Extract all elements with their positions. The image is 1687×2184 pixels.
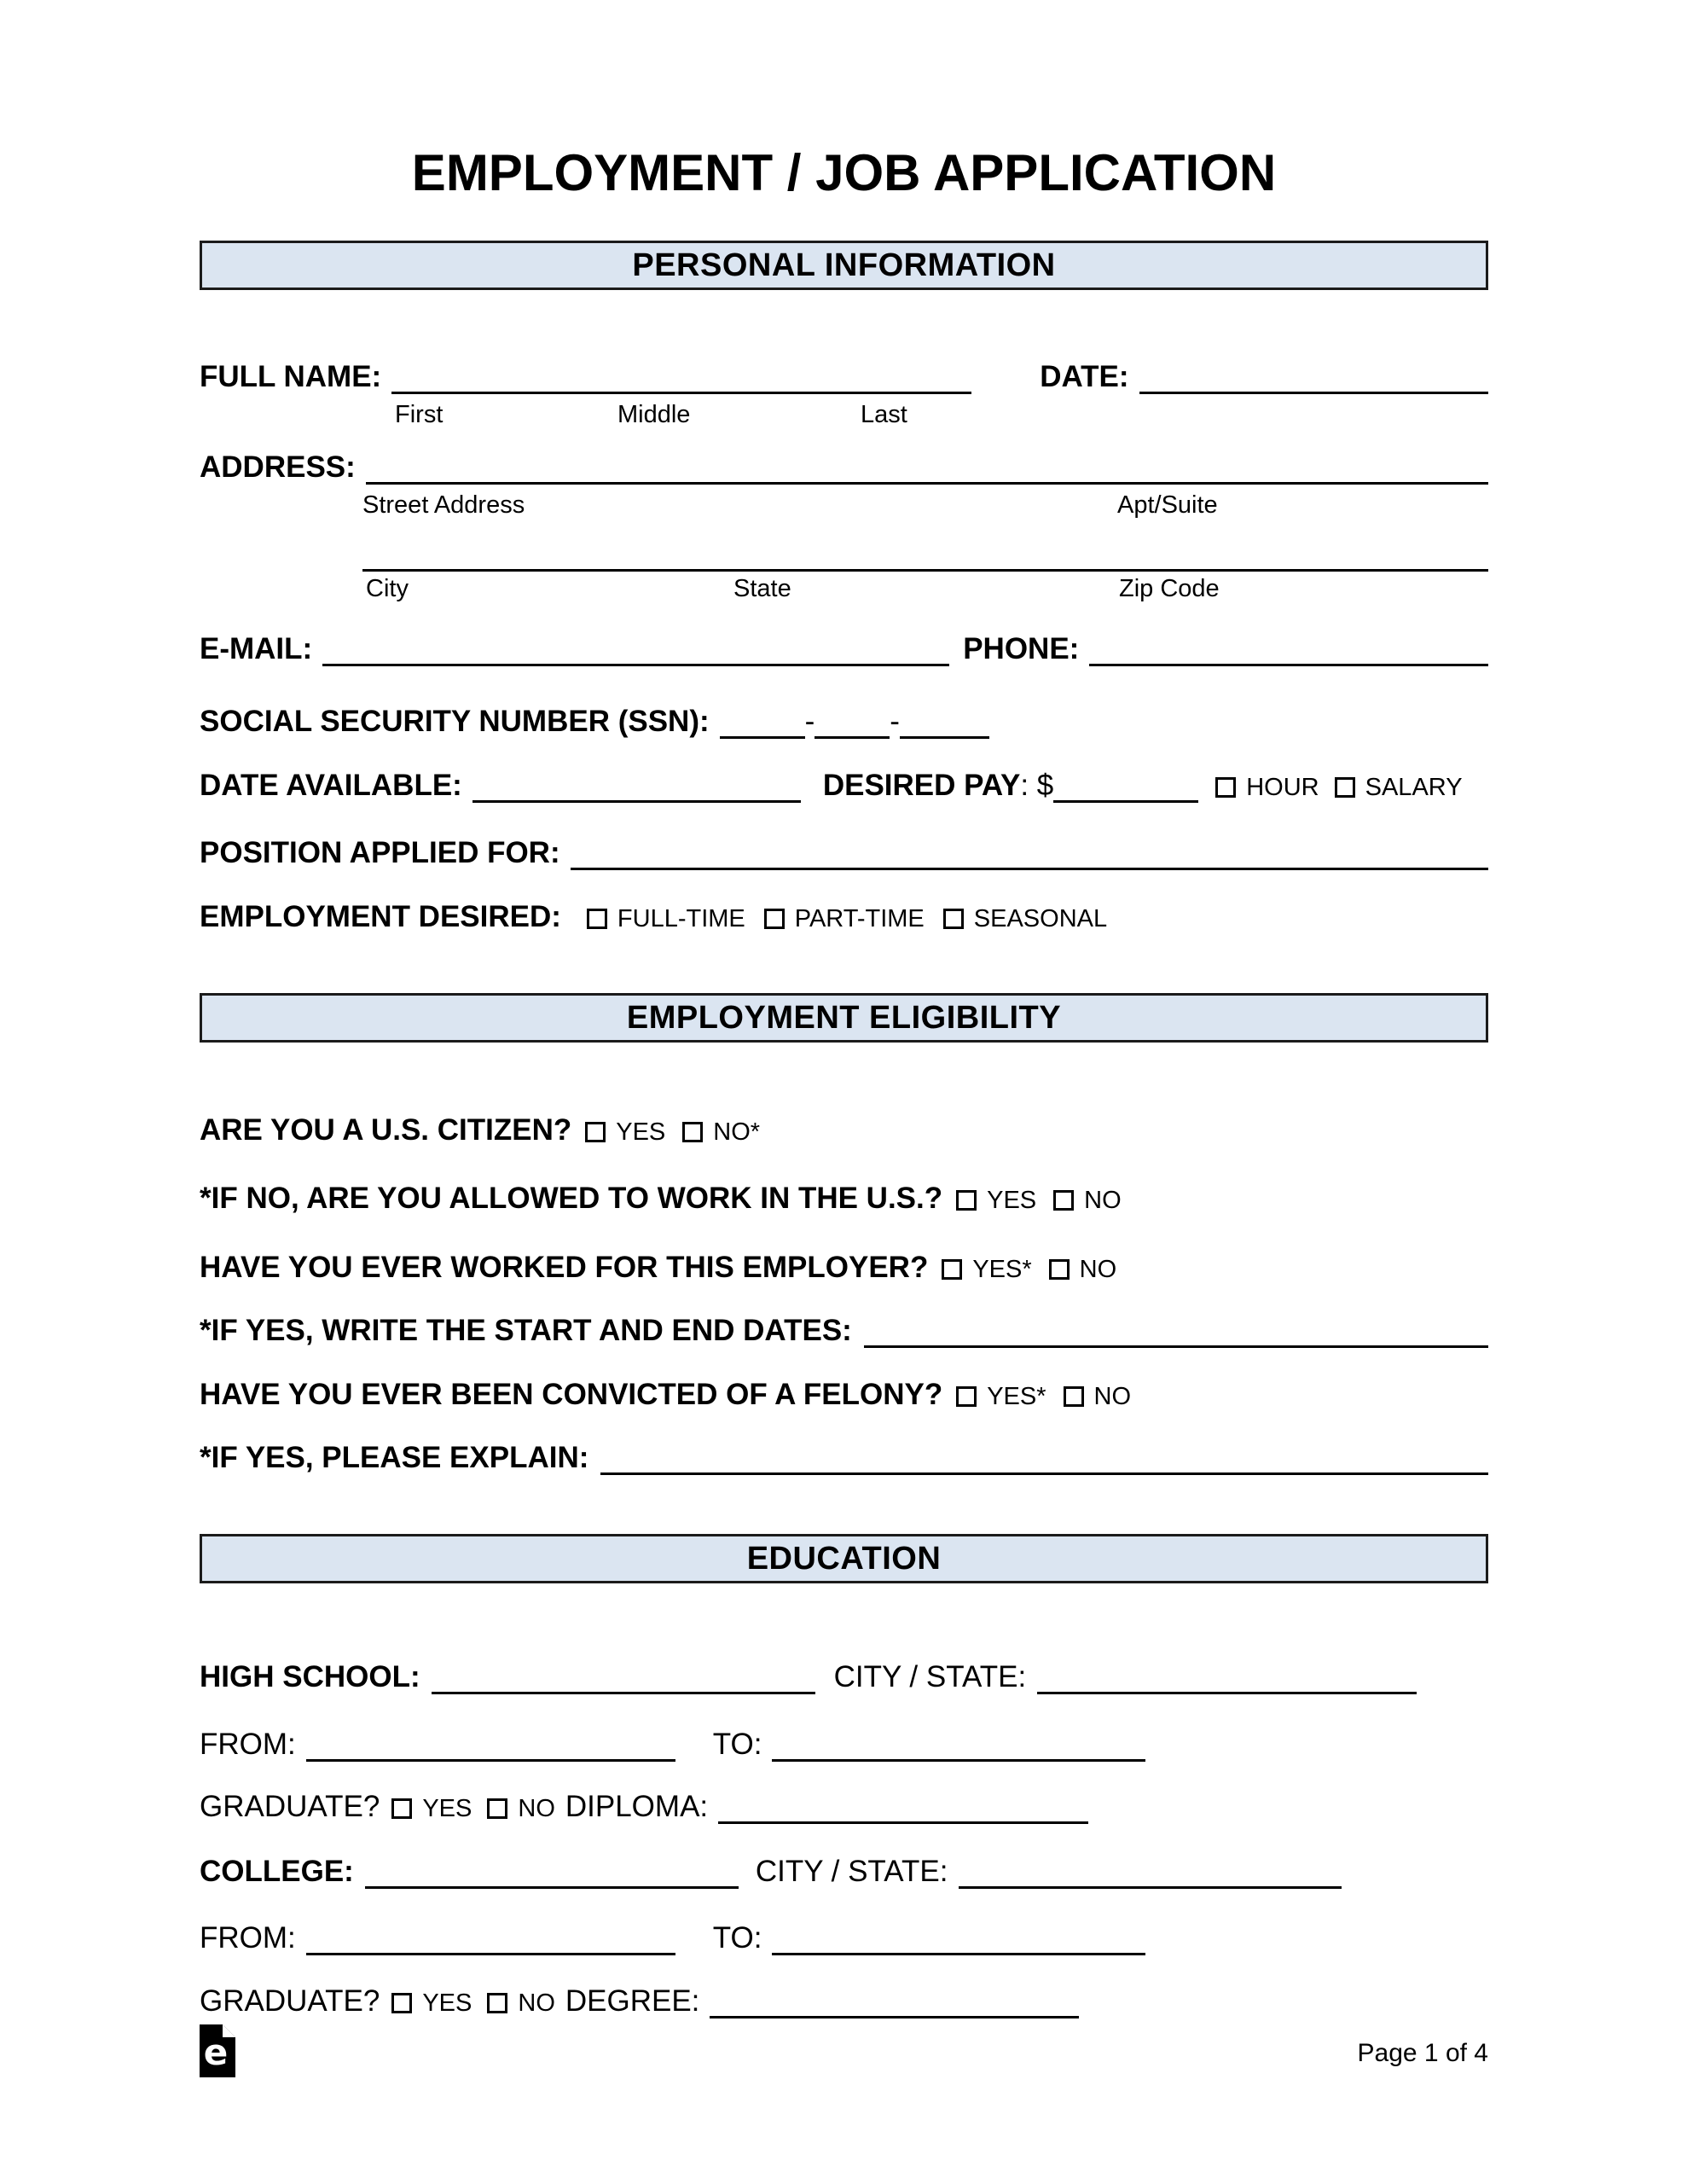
college-graduate-yes-label: YES	[422, 1989, 472, 2017]
ssn-separator-1: -	[804, 705, 815, 738]
row-ssn	[200, 703, 1488, 741]
row-address	[200, 449, 1488, 486]
first-sublabel: First	[395, 401, 443, 428]
hs-from-label: FROM:	[200, 1728, 296, 1761]
high-school-name-line[interactable]	[432, 1692, 815, 1694]
position-label: POSITION APPLIED FOR:	[200, 836, 560, 869]
college-graduate-label: GRADUATE?	[200, 1984, 380, 2018]
hs-from-line[interactable]	[306, 1759, 675, 1762]
email-line[interactable]	[322, 664, 949, 666]
ssn-line-2[interactable]	[815, 736, 890, 739]
felony-explain-line[interactable]	[600, 1472, 1488, 1475]
hour-checkbox[interactable]	[1215, 777, 1236, 798]
fulltime-checkbox[interactable]	[587, 909, 607, 929]
eforms-logo	[200, 2024, 235, 2077]
address-label: ADDRESS:	[200, 450, 356, 484]
hs-diploma-label: DIPLOMA:	[565, 1790, 709, 1823]
row-email-phone	[200, 630, 1488, 668]
city-sublabel: City	[366, 575, 409, 602]
desired-pay-suffix: : $	[1020, 769, 1054, 802]
hs-graduate-yes-checkbox[interactable]	[391, 1798, 412, 1819]
personal-information-header	[200, 241, 1488, 290]
row-citizen-question	[200, 1112, 1488, 1151]
hs-graduate-label: GRADUATE?	[200, 1790, 380, 1823]
zip-sublabel: Zip Code	[1119, 575, 1220, 602]
page-footer	[200, 2024, 1488, 2077]
felony-yes-checkbox[interactable]	[956, 1386, 977, 1407]
hs-to-line[interactable]	[772, 1759, 1145, 1762]
row-hs-from-to	[200, 1726, 1488, 1763]
college-degree-label: DEGREE:	[565, 1984, 700, 2018]
fulltime-option-label: FULL-TIME	[617, 905, 745, 932]
worked-yes-label: YES*	[972, 1256, 1032, 1283]
desired-pay-label: DESIRED PAY	[822, 769, 1021, 802]
felony-explain-label: *IF YES, PLEASE EXPLAIN:	[200, 1441, 589, 1474]
page-number-label: Page 1 of 4	[1357, 2039, 1488, 2067]
hs-city-state-line[interactable]	[1037, 1692, 1417, 1694]
college-from-label: FROM:	[200, 1921, 296, 1955]
ssn-line-3[interactable]	[900, 736, 989, 739]
employment-eligibility-header	[200, 993, 1488, 1043]
college-label: COLLEGE:	[200, 1855, 354, 1888]
email-label: E-MAIL:	[200, 632, 313, 665]
citizen-no-checkbox[interactable]	[682, 1122, 703, 1142]
college-name-line[interactable]	[365, 1886, 739, 1889]
high-school-label: HIGH SCHOOL:	[200, 1660, 420, 1693]
row-worked-question	[200, 1249, 1488, 1288]
college-city-state-label: CITY / STATE:	[755, 1855, 948, 1888]
row-date-available	[200, 767, 1488, 806]
college-graduate-no-label: NO	[518, 1989, 555, 2017]
citizen-no-label: NO*	[713, 1118, 761, 1146]
name-sublabels	[200, 399, 1488, 430]
full-name-line[interactable]	[391, 392, 971, 394]
felony-no-checkbox[interactable]	[1064, 1386, 1084, 1407]
seasonal-checkbox[interactable]	[943, 909, 964, 929]
last-sublabel: Last	[861, 401, 907, 428]
position-line[interactable]	[571, 868, 1488, 870]
parttime-checkbox[interactable]	[764, 909, 785, 929]
hs-graduate-no-label: NO	[518, 1795, 555, 1822]
citizen-question-label: ARE YOU A U.S. CITIZEN?	[200, 1113, 572, 1147]
education-header-label: EDUCATION	[746, 1540, 942, 1577]
ssn-separator-2: -	[890, 705, 900, 738]
row-college-graduate	[200, 1983, 1488, 2022]
row-full-name	[200, 358, 1488, 396]
row-employment-desired	[200, 898, 1488, 938]
row-felony-question	[200, 1376, 1488, 1415]
employment-desired-label: EMPLOYMENT DESIRED:	[200, 900, 561, 933]
college-to-line[interactable]	[772, 1953, 1145, 1955]
row-college	[200, 1853, 1488, 1891]
phone-line[interactable]	[1089, 664, 1488, 666]
seasonal-option-label: SEASONAL	[973, 905, 1108, 932]
personal-information-header-label: PERSONAL INFORMATION	[632, 247, 1056, 283]
allowed-question-label: *IF NO, ARE YOU ALLOWED TO WORK IN THE U.S.?	[200, 1182, 943, 1215]
felony-yes-label: YES*	[987, 1383, 1046, 1410]
apt-sublabel: Apt/Suite	[1117, 491, 1218, 519]
worked-no-checkbox[interactable]	[1049, 1259, 1070, 1280]
salary-checkbox[interactable]	[1335, 777, 1355, 798]
hs-graduate-yes-label: YES	[422, 1795, 472, 1822]
row-high-school	[200, 1658, 1488, 1696]
address-sublabels-2	[200, 573, 1488, 604]
hs-graduate-no-checkbox[interactable]	[487, 1798, 507, 1819]
full-name-label: FULL NAME:	[200, 360, 382, 393]
start-end-dates-line[interactable]	[864, 1345, 1488, 1348]
hour-option-label: HOUR	[1246, 774, 1319, 801]
row-start-end-dates	[200, 1312, 1488, 1350]
allowed-yes-checkbox[interactable]	[956, 1190, 977, 1211]
street-sublabel: Street Address	[362, 491, 525, 519]
row-college-from-to	[200, 1920, 1488, 1957]
college-graduate-yes-checkbox[interactable]	[391, 1993, 412, 2013]
row-address-2	[200, 537, 1488, 572]
row-felony-explain	[200, 1439, 1488, 1477]
felony-question-label: HAVE YOU EVER BEEN CONVICTED OF A FELONY?	[200, 1378, 943, 1411]
ssn-line-1[interactable]	[720, 736, 805, 739]
eforms-logo-letter: e	[203, 2031, 229, 2073]
citizen-yes-label: YES	[616, 1118, 666, 1146]
middle-sublabel: Middle	[617, 401, 691, 428]
row-hs-graduate	[200, 1788, 1488, 1827]
row-position	[200, 834, 1488, 872]
college-to-label: TO:	[712, 1921, 762, 1955]
hs-to-label: TO:	[712, 1728, 762, 1761]
hs-diploma-line[interactable]	[718, 1821, 1088, 1824]
education-header	[200, 1534, 1488, 1583]
college-graduate-no-checkbox[interactable]	[487, 1993, 507, 2013]
date-available-label: DATE AVAILABLE:	[200, 769, 462, 802]
college-city-state-line[interactable]	[959, 1886, 1342, 1889]
felony-no-label: NO	[1093, 1383, 1132, 1410]
address-line-2[interactable]	[362, 569, 1488, 572]
date-line[interactable]	[1139, 392, 1488, 394]
worked-yes-checkbox[interactable]	[942, 1259, 962, 1280]
allowed-no-label: NO	[1084, 1187, 1122, 1214]
desired-pay-line[interactable]	[1053, 800, 1198, 803]
college-degree-line[interactable]	[710, 2016, 1079, 2018]
start-end-dates-label: *IF YES, WRITE THE START AND END DATES:	[200, 1314, 852, 1347]
phone-label: PHONE:	[963, 632, 1080, 665]
date-label: DATE:	[1040, 360, 1129, 393]
allowed-yes-label: YES	[987, 1187, 1037, 1214]
address-sublabels-1	[200, 490, 1488, 520]
allowed-no-checkbox[interactable]	[1053, 1190, 1074, 1211]
salary-option-label: SALARY	[1365, 774, 1463, 801]
row-allowed-question	[200, 1180, 1488, 1219]
hs-city-state-label: CITY / STATE:	[833, 1660, 1027, 1693]
ssn-label: SOCIAL SECURITY NUMBER (SSN):	[200, 705, 710, 738]
parttime-option-label: PART-TIME	[794, 905, 925, 932]
street-address-line[interactable]	[366, 482, 1488, 485]
citizen-yes-checkbox[interactable]	[585, 1122, 606, 1142]
worked-question-label: HAVE YOU EVER WORKED FOR THIS EMPLOYER?	[200, 1251, 929, 1284]
state-sublabel: State	[733, 575, 791, 602]
college-from-line[interactable]	[306, 1953, 675, 1955]
employment-eligibility-header-label: EMPLOYMENT ELIGIBILITY	[626, 999, 1062, 1036]
worked-no-label: NO	[1079, 1256, 1117, 1283]
date-available-line[interactable]	[472, 800, 801, 803]
page-title: EMPLOYMENT / JOB APPLICATION	[411, 144, 1277, 201]
